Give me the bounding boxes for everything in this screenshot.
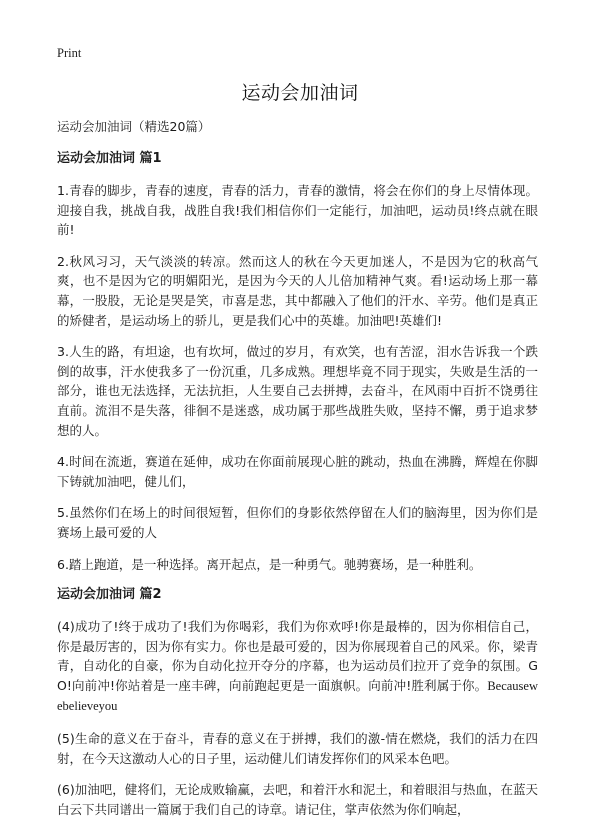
paragraph: 4.时间在流逝，赛道在延伸，成功在你面前展现心脏的跳动，热血在沸腾，辉煌在你脚下铸就加油吧，健儿们，	[57, 454, 538, 489]
document-title: 运动会加油词	[241, 82, 359, 104]
document-subtitle: 运动会加油词（精选20篇）	[57, 119, 211, 134]
print-label[interactable]: Print	[57, 46, 82, 60]
paragraph-text: (4)成功了!终于成功了!我们为你喝彩，我们为你欢呼!你是最棒的，因为你相信自己，你是最厉害的，因为你有实力。你也是最可爱的，因为你展现着自己的风采。你，梁青青，自动化的自豪，你为自动化拉开夺分的序幕，也为运动员们拉开了竞争的氛围。GO!向前冲!你站着是一座丰碑，向前跑起更是一面旗帜。向前冲!胜利属于你。	[57, 619, 538, 693]
paragraph: 1.青春的脚步，青春的速度，青春的活力，青春的激情，将会在你们的身上尽情体现。迎接自我，挑战自我，战胜自我!我们相信你们一定能行，加油吧，运动员!终点就在眼前!	[57, 183, 538, 238]
latin-line: Becausewebelieveyou	[57, 678, 538, 714]
paragraph: 3.人生的路，有坦途，也有坎坷，做过的岁月，有欢笑，也有苦涩，泪水告诉我一个跌倒的故事，汗水使我多了一份沉重，几多成熟。理想毕竟不同于现实，失败是生活的一部分，谁也无法选择，无法抗拒，人生要自己去拼搏，去奋斗，在风雨中百折不饶勇往直前。流泪不是失落，徘徊不是迷惑，成功属于那些战胜失败，坚持不懈，勇于追求梦想的人。	[57, 344, 538, 438]
paragraph: (5)生命的意义在于奋斗，青春的意义在于拼搏，我们的激-情在燃烧，我们的活力在四射，在今天这激动人心的日子里，运动健儿们请发挥你们的风采本色吧。	[57, 731, 538, 766]
document-content	[57, 118, 538, 831]
section-heading-2: 运动会加油词 篇2	[57, 587, 162, 603]
paragraph: 5.虽然你们在场上的时间很短暂，但你们的身影依然停留在人们的脑海里，因为你们是赛场上最可爱的人	[57, 505, 538, 540]
section-heading-1: 运动会加油词 篇1	[57, 151, 162, 166]
paragraph: 6.踏上跑道，是一种选择。离开起点，是一种勇气。驰骋赛场，是一种胜利。	[57, 556, 482, 572]
paragraph	[57, 617, 538, 717]
paragraph: 2.秋风习习，天气淡淡的转凉。然而这人的秋在今天更加迷人，不是因为它的秋高气爽，也不是因为它的明媚阳光，是因为今天的人儿倍加精神气爽。看!运动场上那一幕幕，一股股，无论是哭是笑，市喜是悲，其中都融入了他们的汗水、辛劳。他们是真正的矫健者，是运动场上的骄儿，更是我们心中的英雄。加油吧!英雄们!	[57, 253, 538, 328]
paragraph: (6)加油吧，健将们，无论成败输赢，去吧，和着汗水和泥土，和着眼泪与热血，在蓝天白云下共同谱出一篇属于我们自己的诗章。请记住，掌声依然为你们响起，	[57, 782, 538, 817]
